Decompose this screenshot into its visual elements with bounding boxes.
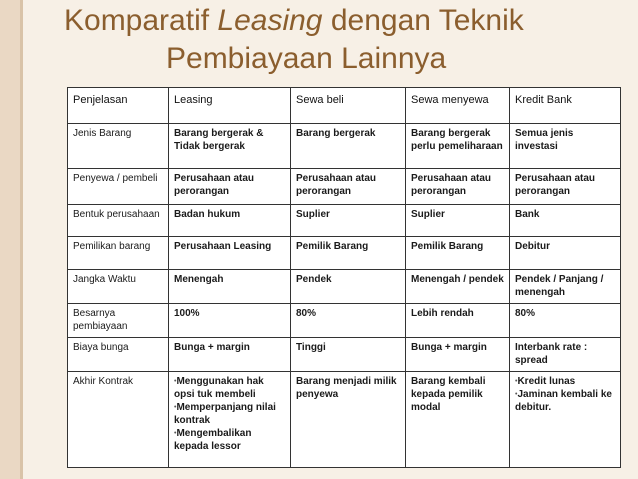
table-cell: Bunga + margin [169, 338, 291, 372]
row-label-cell: Bentuk perusahaan [68, 205, 169, 237]
table-cell: Pendek [291, 270, 406, 304]
table-cell: Barang bergerak perlu pemeliharaan [406, 124, 510, 169]
table-row [68, 124, 621, 169]
list-item: •Memperpanjang nilai kontrak [174, 402, 276, 426]
bullet-icon: • [174, 378, 177, 385]
table-cell: Pemilik Barang [291, 237, 406, 270]
table-cell: Menengah [169, 270, 291, 304]
list-item: •Kredit lunas [515, 376, 576, 387]
table-row [68, 270, 621, 304]
row-label-cell: Jangka Waktu [68, 270, 169, 304]
table-cell: Debitur [510, 237, 621, 270]
title-line-1: Komparatif Leasing dengan Teknik [64, 4, 524, 37]
table-cell: Suplier [406, 205, 510, 237]
list-item: •Menggunakan hak opsi tuk membeli [174, 376, 264, 400]
table-cell: Barang kembali kepada pemilik modal [406, 372, 510, 468]
header-cell: Leasing [169, 88, 291, 124]
header-cell: Sewa menyewa [406, 88, 510, 124]
title-line-2: Pembiayaan Lainnya [166, 42, 447, 75]
bullet-icon: • [174, 404, 177, 411]
table-cell: 80% [510, 304, 621, 338]
row-label-cell: Penyewa / pembeli [68, 169, 169, 205]
table-row [68, 304, 621, 338]
table-cell: Interbank rate : spread [510, 338, 621, 372]
row-label-cell: Akhir Kontrak [68, 372, 169, 468]
table-cell: Barang bergerak [291, 124, 406, 169]
row-label-cell: Jenis Barang [68, 124, 169, 169]
bullet-icon: • [174, 430, 177, 437]
table-cell: Perusahaan atau perorangan [169, 169, 291, 205]
table-cell: Barang menjadi milik penyewa [291, 372, 406, 468]
table-cell: Bank [510, 205, 621, 237]
table-cell: Lebih rendah [406, 304, 510, 338]
comparison-table [67, 87, 620, 468]
table-row [68, 205, 621, 237]
table-row [68, 372, 621, 468]
table-cell: 80% [291, 304, 406, 338]
title-italic-word: Leasing [217, 4, 323, 37]
table-cell: Barang bergerak & Tidak bergerak [169, 124, 291, 169]
table-cell: Perusahaan atau perorangan [406, 169, 510, 205]
list-item: •Jaminan kembali ke debitur. [515, 389, 612, 413]
row-label-cell: Pemilikan barang [68, 237, 169, 270]
table-cell: Tinggi [291, 338, 406, 372]
row-label-cell: Besarnya pembiayaan [68, 304, 169, 338]
table-row [68, 237, 621, 270]
list-item: •Mengembalikan kepada lessor [174, 428, 252, 452]
table-cell: Menengah / pendek [406, 270, 510, 304]
table-cell: Suplier [291, 205, 406, 237]
bullet-icon: • [515, 378, 518, 385]
table-cell: Perusahaan atau perorangan [291, 169, 406, 205]
table-cell: Perusahaan Leasing [169, 237, 291, 270]
table-cell: Semua jenis investasi [510, 124, 621, 169]
table-header-row [68, 88, 621, 124]
row-label-cell: Biaya bunga [68, 338, 169, 372]
table-cell-bulleted [169, 372, 291, 468]
table-cell: Perusahaan atau perorangan [510, 169, 621, 205]
header-cell: Penjelasan [68, 88, 169, 124]
table-cell: Bunga + margin [406, 338, 510, 372]
slide-title [0, 2, 638, 78]
bullet-icon: • [515, 391, 518, 398]
table-row [68, 169, 621, 205]
header-cell: Kredit Bank [510, 88, 621, 124]
table-cell: 100% [169, 304, 291, 338]
table-cell-bulleted [510, 372, 621, 468]
header-cell: Sewa beli [291, 88, 406, 124]
table-cell: Badan hukum [169, 205, 291, 237]
table-cell: Pemilik Barang [406, 237, 510, 270]
table-row [68, 338, 621, 372]
table-cell: Pendek / Panjang / menengah [510, 270, 621, 304]
